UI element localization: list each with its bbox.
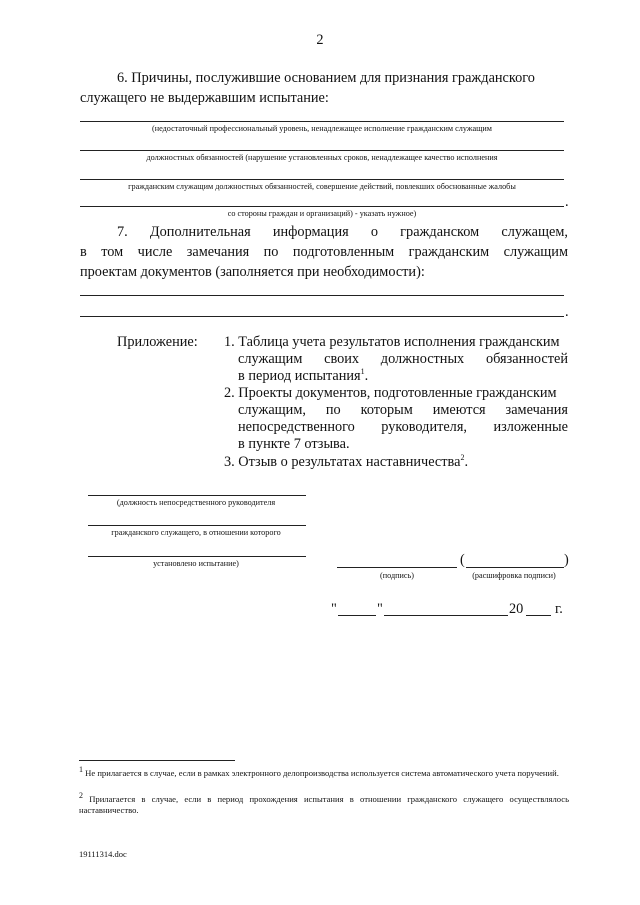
page-number: 2 — [316, 32, 324, 48]
date-month-line — [384, 615, 508, 616]
footnote-1-number: 1 — [79, 765, 83, 775]
position-line-1 — [88, 495, 306, 496]
section6-blank-line-2 — [80, 150, 564, 151]
appendix-item2-line1: 2. Проекты документов, подготовленные гражданским — [224, 385, 557, 401]
footnote-2 — [79, 791, 569, 816]
footnote-ref-1: 1 — [360, 367, 365, 377]
appendix-label: Приложение: — [117, 334, 198, 350]
date-year-line — [526, 615, 551, 616]
section6-blank-line-4 — [80, 206, 564, 207]
appendix-item3-end: . — [464, 454, 469, 470]
section7-blank-line-2 — [80, 316, 564, 317]
date-quote-close: " — [377, 601, 383, 617]
section6-caption-1: (недостаточный профессиональный уровень, ненадлежащее исполнение гражданским служащим — [152, 124, 492, 133]
section7-line3: проектам документов (заполняется при необходимости): — [80, 264, 425, 280]
signature-caption: (подпись) — [380, 571, 414, 580]
position-caption-3: установлено испытание) — [153, 559, 239, 568]
appendix-item3-text: 3. Отзыв о результатах наставничества — [224, 454, 461, 470]
decode-close-paren: ) — [564, 552, 569, 568]
appendix-item1-line1: 1. Таблица учета результатов исполнения гражданским — [224, 334, 560, 350]
section6-caption-4: со стороны граждан и организаций) - указать нужное) — [227, 209, 417, 218]
file-name: 19111314.doc — [79, 849, 127, 859]
date-year-suffix: г. — [555, 601, 563, 617]
section6-heading-line2: служащего не выдержавшим испытание: — [80, 90, 329, 106]
section6-end-mark: . — [565, 194, 569, 210]
footnote-separator — [79, 760, 235, 761]
section7-blank-line-1 — [80, 295, 564, 296]
appendix-item3 — [224, 452, 468, 472]
appendix-item2-line2: служащим, по которым имеются замечания — [238, 402, 568, 418]
footnote-1-text: Не прилагается в случае, если в рамках электронного делопроизводства используется система автоматического учета поручений. — [85, 768, 559, 778]
position-line-2 — [88, 525, 306, 526]
footnote-2-text: Прилагается в случае, если в период прохождения испытания в отношении гражданского служащего осуществлялось наставничество. — [79, 794, 569, 815]
decode-line — [466, 567, 564, 568]
decode-caption: (расшифровка подписи) — [472, 571, 556, 580]
section6-caption-3: гражданским служащим должностных обязанностей, совершение действий, повлекших обоснованные жалобы — [128, 182, 516, 191]
signature-line — [337, 567, 457, 568]
date-quote-open: " — [331, 601, 337, 617]
footnote-1 — [79, 765, 569, 779]
footnote-2-number: 2 — [79, 791, 83, 801]
date-year-prefix: 20 — [509, 601, 524, 617]
appendix-item1-line3-text: в период испытания — [238, 368, 361, 384]
section6-heading-line1: 6. Причины, послужившие основанием для признания гражданского — [117, 70, 535, 86]
decode-open-paren: ( — [460, 552, 465, 568]
appendix-item2-line3: непосредственного руководителя, изложенные — [238, 419, 568, 435]
date-day-line — [338, 615, 376, 616]
section7-line1: 7. Дополнительная информация о гражданском служащем, — [117, 224, 568, 240]
footnote-ref-2: 2 — [460, 453, 465, 463]
position-line-3 — [88, 556, 306, 557]
position-caption-1: (должность непосредственного руководителя — [116, 498, 276, 507]
position-caption-2: гражданского служащего, в отношении которого — [111, 528, 281, 537]
appendix-item1-end: . — [364, 368, 369, 384]
section6-blank-line-3 — [80, 179, 564, 180]
section7-line2: в том числе замечания по подготовленным гражданским служащим — [80, 244, 568, 260]
section6-caption-2: должностных обязанностей (нарушение установленных сроков, ненадлежащее качество исполнения — [146, 153, 498, 162]
section7-end-mark: . — [565, 304, 569, 320]
appendix-item2-line4: в пункте 7 отзыва. — [238, 436, 350, 452]
section6-blank-line-1 — [80, 121, 564, 122]
appendix-item1-line2: служащим своих должностных обязанностей — [238, 351, 568, 367]
